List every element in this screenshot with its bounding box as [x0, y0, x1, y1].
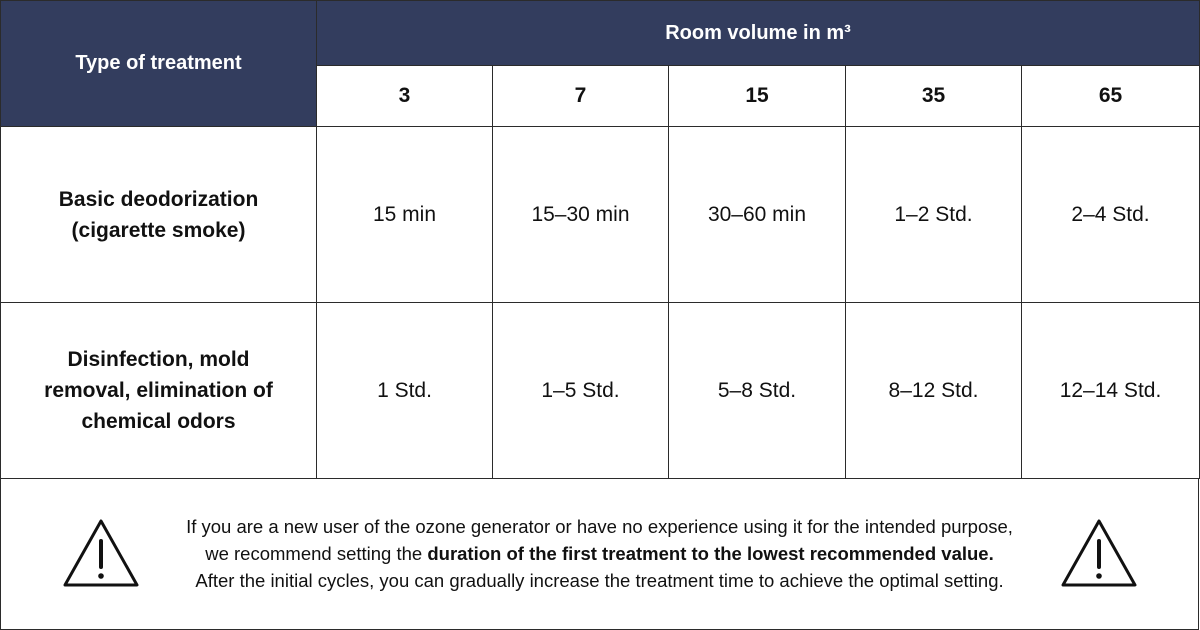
note-line-2-prefix: we recommend setting the — [205, 543, 428, 564]
warning-triangle-icon — [61, 517, 141, 589]
volume-col-35: 35 — [846, 66, 1022, 127]
table-row — [1, 303, 1200, 479]
note-line-1: If you are a new user of the ozone generator or have no experience using it for the intended purpose, — [186, 516, 1013, 537]
table-cell: 12–14 Std. — [1022, 303, 1200, 479]
warning-note-text — [141, 513, 1058, 594]
table-cell: 5–8 Std. — [669, 303, 846, 479]
warning-note — [0, 478, 1199, 630]
note-line-2 — [141, 540, 1058, 567]
table-cell: 1–2 Std. — [846, 127, 1022, 303]
note-line-3: After the initial cycles, you can gradually increase the treatment time to achieve the optimal setting. — [195, 570, 1004, 591]
row-label-line: removal, elimination of — [44, 379, 273, 402]
warning-triangle-icon — [1059, 517, 1139, 589]
table-cell: 15 min — [317, 127, 493, 303]
table-row — [1, 127, 1200, 303]
volume-col-7: 7 — [493, 66, 669, 127]
table-cell: 1–5 Std. — [493, 303, 669, 479]
table-cell: 15–30 min — [493, 127, 669, 303]
note-line-2-emphasis: duration of the first treatment to the lowest recommended value. — [427, 543, 994, 564]
row-label-line: chemical odors — [81, 410, 236, 433]
row-label-disinfection — [1, 303, 317, 479]
table-cell: 30–60 min — [669, 127, 846, 303]
volume-col-15: 15 — [669, 66, 846, 127]
table-cell: 8–12 Std. — [846, 303, 1022, 479]
room-volume-header: Room volume in m³ — [317, 1, 1200, 66]
row-label-line: (cigarette smoke) — [71, 218, 246, 242]
treatment-type-header: Type of treatment — [1, 1, 317, 127]
table-cell: 2–4 Std. — [1022, 127, 1200, 303]
row-label-deodorization — [1, 127, 317, 303]
row-label-line: Basic deodorization — [58, 187, 259, 211]
table-cell: 1 Std. — [317, 303, 493, 479]
row-label-line: Disinfection, mold — [67, 348, 250, 371]
volume-col-65: 65 — [1022, 66, 1200, 127]
volume-col-3: 3 — [317, 66, 493, 127]
